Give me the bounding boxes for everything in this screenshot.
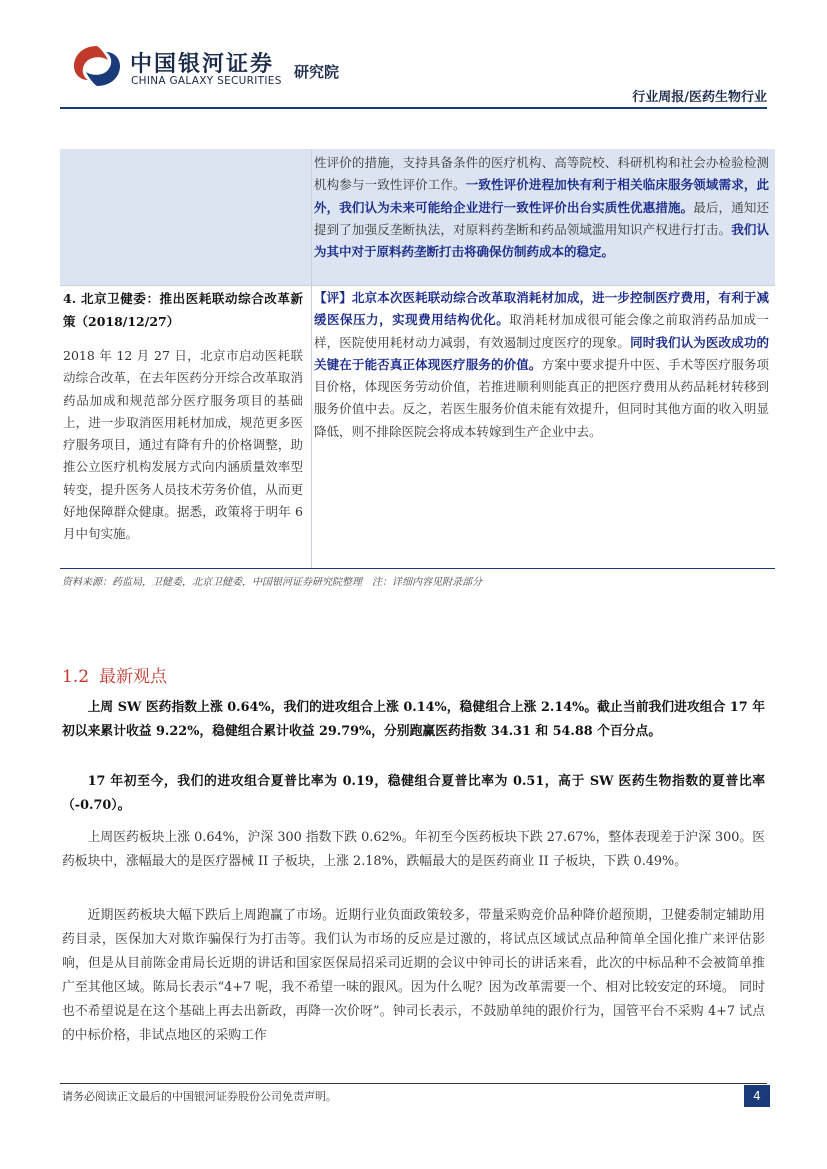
page-number: 4: [744, 1085, 770, 1107]
galaxy-logo-icon: [72, 44, 122, 88]
report-type: 行业周报/医药生物行业: [632, 90, 767, 105]
table-cell-bg: [60, 149, 311, 285]
news-body: 2018 年 12 月 27 日，北京市启动医耗联动综合改革，在去年医药分开综合改革取消药品加成和规范部分医疗服务项目的基础上，进一步取消医用耗材加成，规范更多医疗服务项目，通过有降有升的价格调整，助推公立医疗机构发展方式向内涵质量效率型转变，提升医务人员技术劳务价值，从而更好地保障群众健康。据悉，政策将于明年 6 月中旬实施。: [63, 348, 303, 542]
table-row-2-left: [63, 287, 303, 546]
table-column-divider: [311, 149, 312, 568]
paragraph-sharpe: 17 年初至今，我们的进攻组合夏普比率为 0.19，稳健组合夏普比率为 0.51，高于 SW 医药生物指数的夏普比率（-0.70）。: [62, 774, 765, 813]
disclaimer: 请务必阅读正文最后的中国银河证券股份公司免责声明。: [62, 1090, 337, 1103]
news-title: 4. 北京卫健委：推出医耗联动综合改革新策（2018/12/27）: [63, 291, 303, 329]
source-note: 资料来源：药监局，卫健委，北京卫健委，中国银河证券研究院整理 注：详细内容见附录部分: [62, 577, 482, 588]
table-row-divider: [60, 285, 775, 286]
section-title: 1.2 最新观点: [62, 667, 168, 687]
table-row-2-right: 【评】北京本次医耗联动综合改革取消耗材加成，进一步控制医疗费用，有利于减缓医保压力，实现费用结构优化。取消耗材加成很可能会像之前取消药品加成一样，医院使用耗材动力减弱，有效遏制过度医疗的现象。同时我们认为医改成功的关键在于能否真正体现医疗服务的价值。方案中要求提升中医、手术等医疗服务项目价格，体现医务劳动价值，若推进顺利则能真正的把医疗费用从药品耗材转移到服务价值中去。反之，若医生服务价值未能有效提升，但同时其他方面的收入明显降低，则不排除医院会将成本转嫁到生产企业中去。: [314, 290, 769, 439]
paragraph-market: 上周医药板块上涨 0.64%，沪深 300 指数下跌 0.62%。年初至今医药板块下跌 27.67%，整体表现差于沪深 300。医药板块中，涨幅最大的是医疗器械 II 子板块，上涨 2.18%，跌幅最大的是医药商业 II 子板块，下跌 0.49%。: [62, 830, 765, 869]
table-row-1-right: 性评价的措施，支持具备条件的医疗机构、高等院校、科研机构和社会办检验检测机构参与一致性评价工作。一致性评价进程加快有利于相关临床服务领域需求，此外，我们认为未来可能给企业进行一致性评价出台实质性优惠措施。最后，通知还提到了加强反垄断执法，对原料药垄断和药品领域滥用知识产权进行打击。我们认为其中对于原料药垄断打击将确保仿制药成本的稳定。: [314, 155, 769, 260]
paragraph-returns: 上周 SW 医药指数上涨 0.64%，我们的进攻组合上涨 0.14%，稳健组合上涨 2.14%。截止当前我们进攻组合 17 年初以来累计收益 9.22%，稳健组合累计收益 29.79%，分别跑赢医药指数 34.31 和 54.88 个百分点。: [62, 700, 765, 739]
header-divider: [60, 107, 767, 109]
brand-name-cn: 中国银河证券: [130, 52, 275, 77]
institute-label: 研究院: [294, 63, 340, 81]
paragraph-policy: 近期医药板块大幅下跌后上周跑赢了市场。近期行业负面政策较多，带量采购竞价品种降价超预期，卫健委制定辅助用药目录，医保加大对欺诈骗保行为打击等。我们认为市场的反应是过激的，将试点区域试点品种简单全国化推广来评估影响，但是从目前陈金甫局长近期的讲话和国家医保局招采司近期的会议中钟司长的讲话来看，此次的中标品种不会被简单推广至其他区域。陈局长表示“4+7 呢，我不希望一味的跟风。因为什么呢？因为改革需要一个、相对比较安定的环境。 同时也不希望说是在这个基础上再去出新政，再降一次价呀”。钟司长表示，不鼓励单纯的跟价行为，国管平台不采购 4+7 试点的中标价格，非试点地区的采购工作: [62, 908, 765, 1043]
footer-divider: [60, 1083, 767, 1084]
table-bottom-border: [60, 568, 775, 569]
brand-name-en: CHINA GALAXY SECURITIES: [131, 75, 282, 87]
